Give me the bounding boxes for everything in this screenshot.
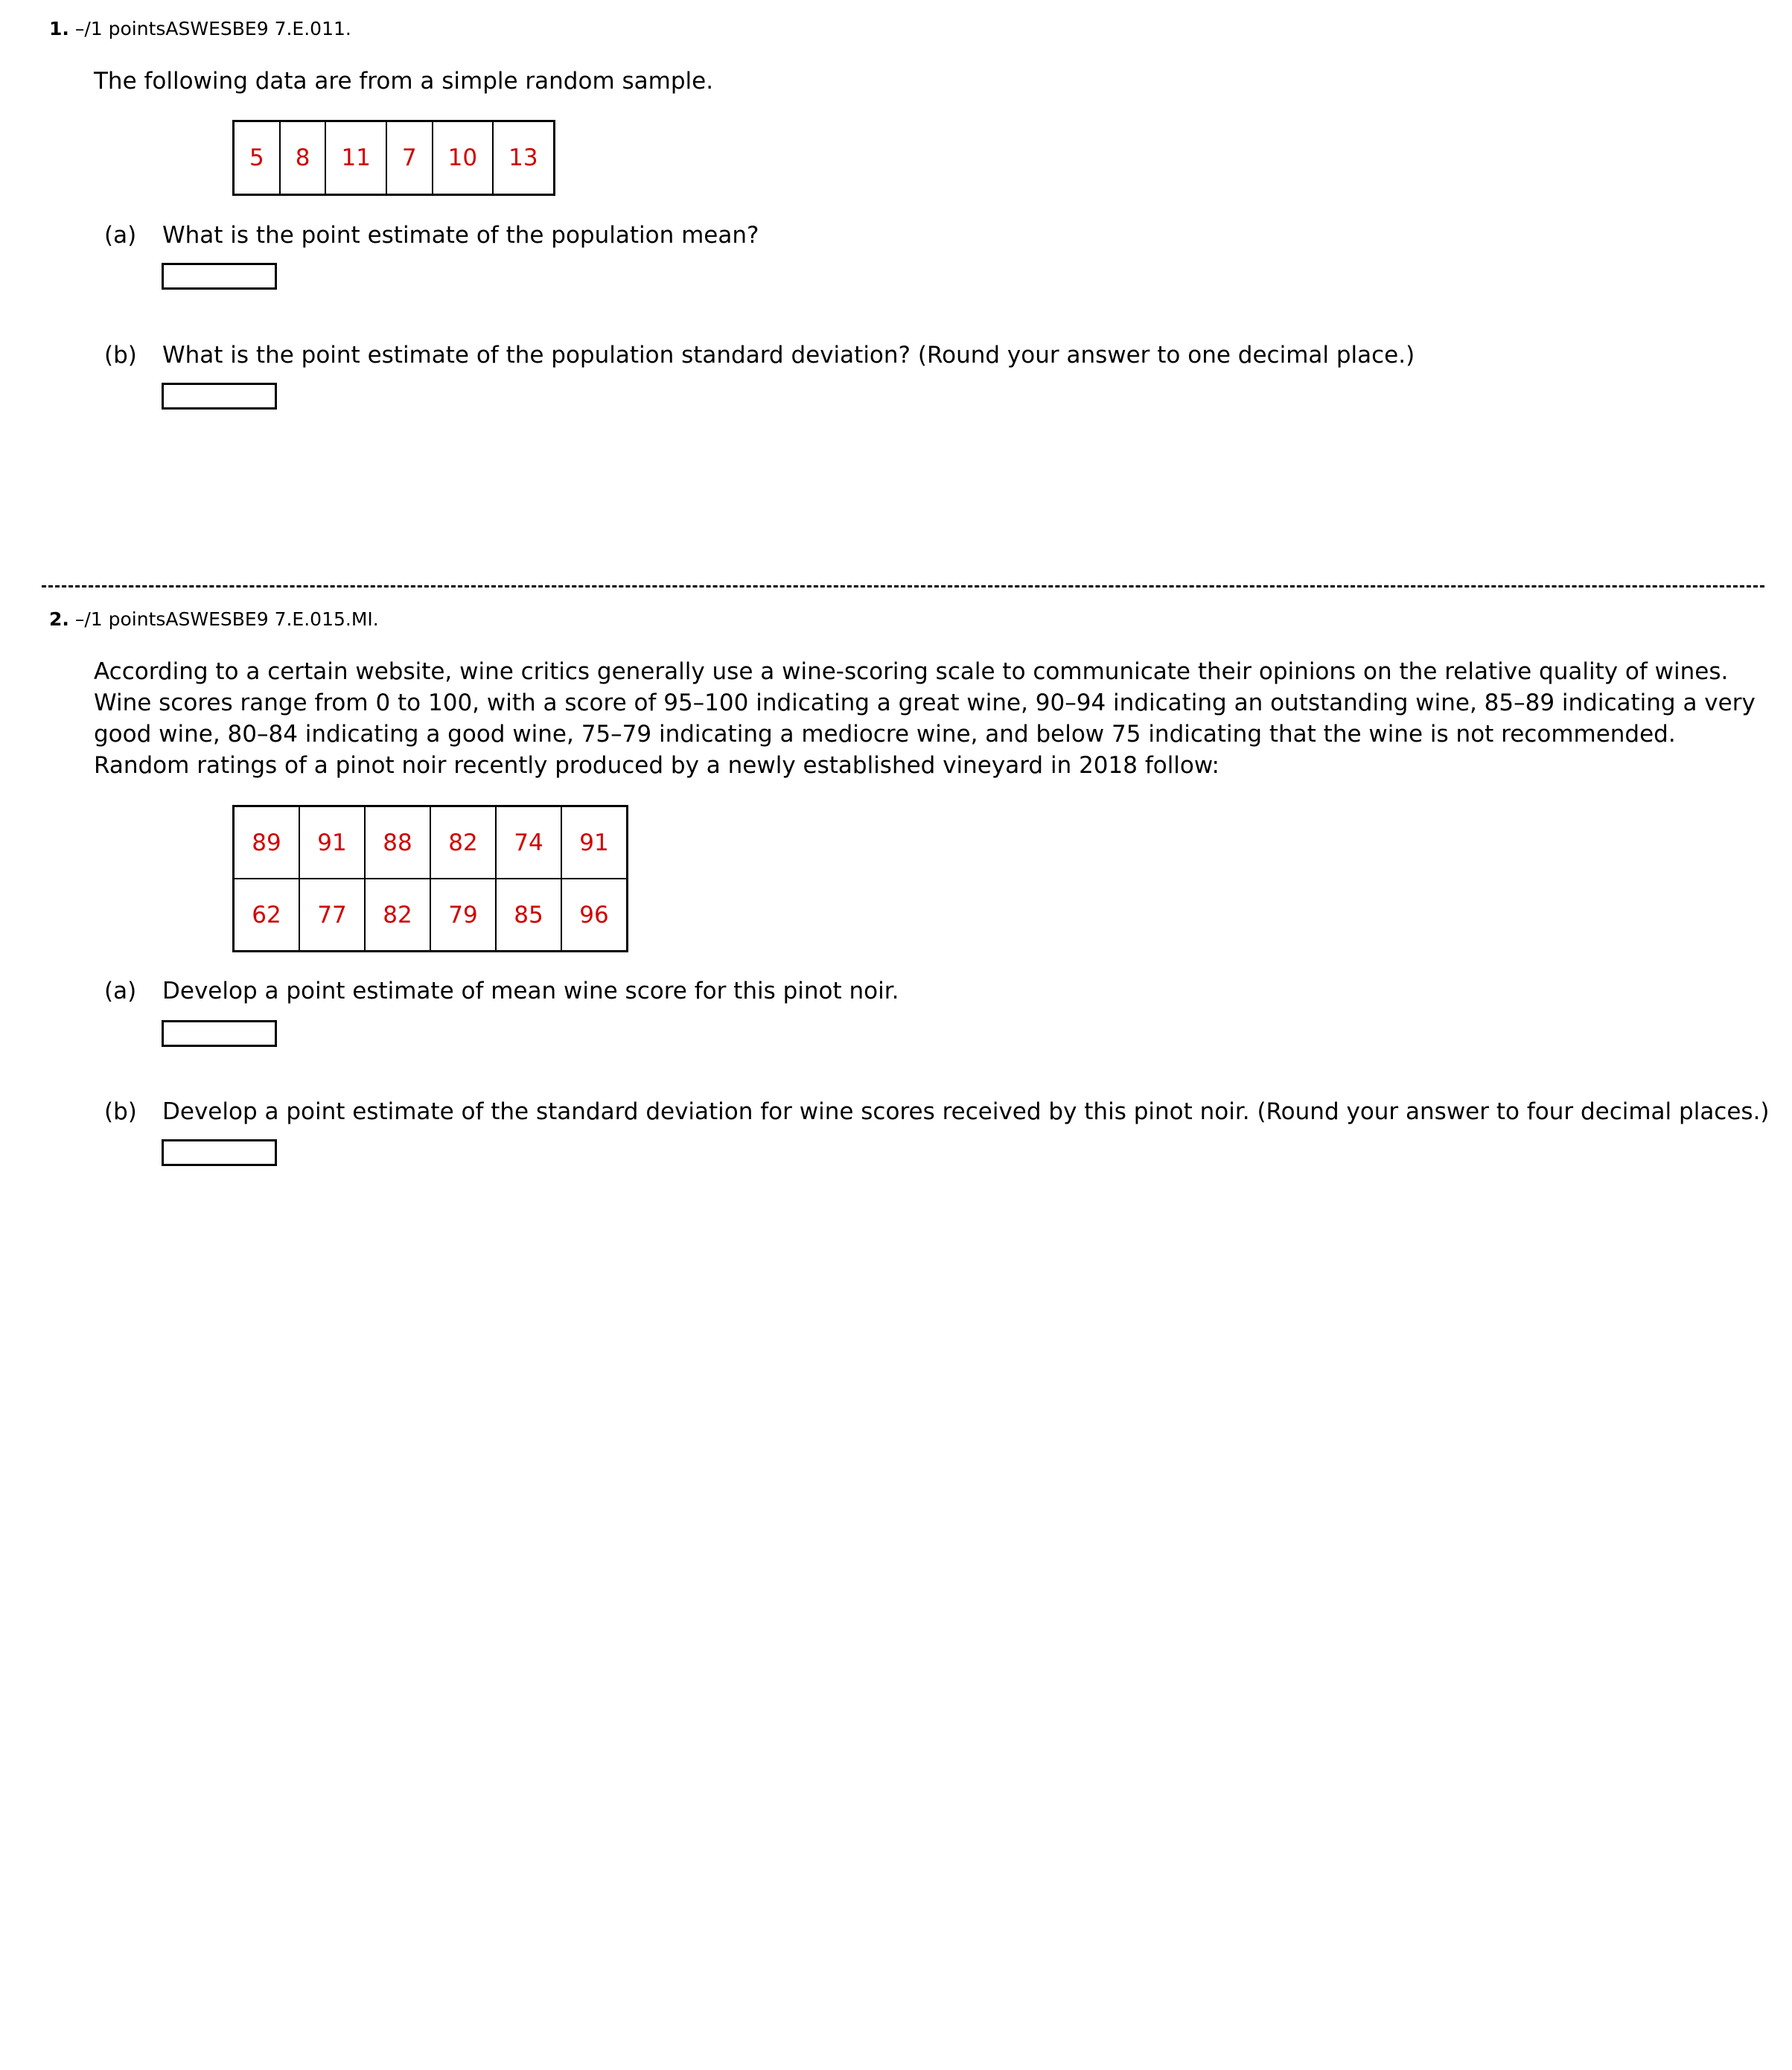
question-intro: The following data are from a simple random sample. bbox=[94, 68, 714, 95]
data-cell: 10 bbox=[433, 121, 493, 195]
data-cell: 91 bbox=[561, 806, 628, 879]
data-cell: 85 bbox=[496, 879, 561, 952]
answer-input-b[interactable] bbox=[162, 383, 277, 410]
question-number: 1. bbox=[49, 18, 69, 39]
data-cell: 74 bbox=[496, 806, 561, 879]
question-divider bbox=[42, 585, 1764, 587]
part-text: Develop a point estimate of the standard deviation for wine scores received by this pinot noir. (Round your answer to four decimal places.) bbox=[162, 1098, 1770, 1125]
data-cell: 11 bbox=[325, 121, 386, 195]
question-points-id: –/1 pointsASWESBE9 7.E.011. bbox=[74, 18, 351, 39]
question-intro: According to a certain website, wine critics generally use a wine-scoring scale to communicate their opinions on the relative quality of wines. Wine scores range from 0 to 100, with a score of 95–100 indicating a great wine, 90–94 indicating an outstanding wine, 85–89 indicating a very good wine, 80–84 indicating a good wine, 75–79 indicating a mediocre wine, and below 75 indicating that the wine is not recommended. Random ratings of a pinot noir recently produced by a newly established vineyard in 2018 follow: bbox=[94, 658, 1756, 779]
data-cell: 8 bbox=[280, 121, 326, 195]
data-cell: 5 bbox=[234, 121, 280, 195]
part-text: What is the point estimate of the population standard deviation? (Round your answer to one decimal place.) bbox=[162, 342, 1415, 369]
question-header bbox=[49, 18, 351, 40]
question-points-id: –/1 pointsASWESBE9 7.E.015.MI. bbox=[74, 608, 379, 630]
answer-input-a[interactable] bbox=[162, 1020, 277, 1047]
data-cell: 13 bbox=[493, 121, 554, 195]
data-cell: 62 bbox=[234, 879, 300, 952]
part-a bbox=[104, 976, 899, 1006]
data-cell: 96 bbox=[561, 879, 628, 952]
ratings-data-table bbox=[232, 805, 628, 952]
data-cell: 79 bbox=[430, 879, 496, 952]
question-number: 2. bbox=[49, 608, 69, 630]
table-row bbox=[234, 806, 628, 879]
data-cell: 82 bbox=[430, 806, 496, 879]
data-cell: 89 bbox=[234, 806, 300, 879]
part-b bbox=[104, 1097, 1770, 1127]
table-row bbox=[234, 121, 555, 195]
part-text: What is the point estimate of the population mean? bbox=[162, 222, 759, 249]
part-label: (b) bbox=[104, 342, 137, 369]
part-label: (a) bbox=[104, 978, 137, 1004]
sample-data-table bbox=[232, 120, 555, 196]
data-cell: 7 bbox=[386, 121, 433, 195]
data-cell: 82 bbox=[365, 879, 430, 952]
part-b bbox=[104, 340, 1415, 370]
answer-input-b[interactable] bbox=[162, 1139, 277, 1166]
part-label: (b) bbox=[104, 1098, 137, 1125]
answer-input-a[interactable] bbox=[162, 263, 277, 290]
data-cell: 88 bbox=[365, 806, 430, 879]
data-cell: 77 bbox=[299, 879, 365, 952]
table-row bbox=[234, 879, 628, 952]
part-label: (a) bbox=[104, 222, 137, 249]
part-text: Develop a point estimate of mean wine score for this pinot noir. bbox=[162, 978, 899, 1004]
part-a bbox=[104, 220, 759, 250]
data-cell: 91 bbox=[299, 806, 365, 879]
question-header bbox=[49, 608, 379, 631]
